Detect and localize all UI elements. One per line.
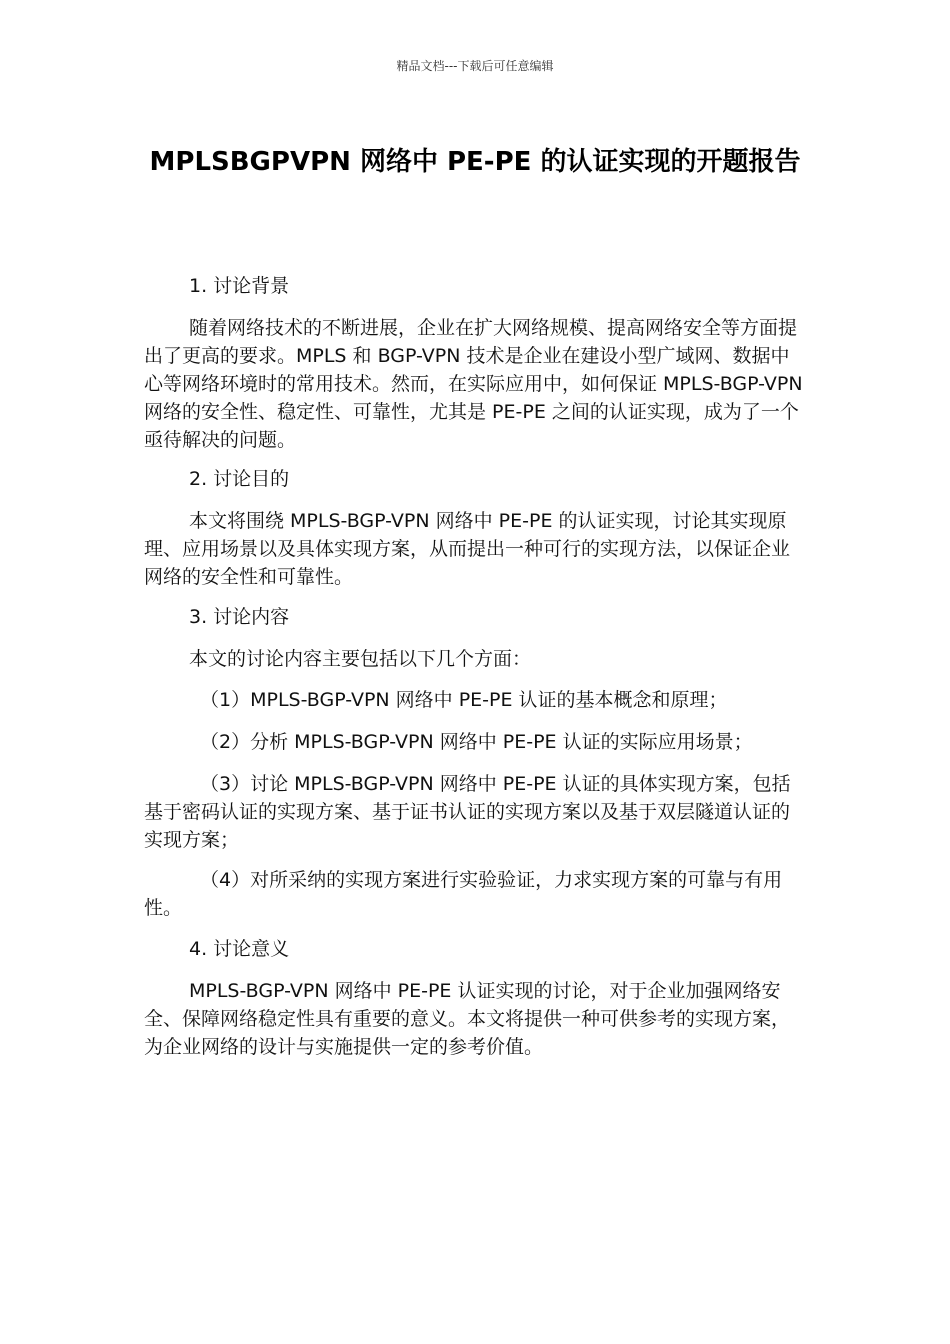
section-heading-significance: 4. 讨论意义 xyxy=(189,938,290,960)
list-item: （1）MPLS-BGP-VPN 网络中 PE-PE 认证的基本概念和原理； xyxy=(200,689,728,711)
paragraph-significance: MPLS-BGP-VPN 网络中 PE-PE 认证实现的讨论，对于企业加强网络安全、保障网络稳定性具有重要的意义。本文将提供一种可供参考的实现方案，为企业网络的设计与实施提供一定的参考价值。 xyxy=(144,980,791,1058)
paragraph-content-intro: 本文的讨论内容主要包括以下几个方面： xyxy=(189,648,532,670)
list-item: （2）分析 MPLS-BGP-VPN 网络中 PE-PE 认证的实际应用场景； xyxy=(200,731,753,753)
paragraph-background: 随着网络技术的不断进展，企业在扩大网络规模、提高网络安全等方面提出了更高的要求。MPLS 和 BGP-VPN 技术是企业在建设小型广域网、数据中心等网络环境时的常用技术。然而，在实际应用中，如何保证 MPLS-BGP-VPN 网络的安全性、稳定性、可靠性，尤其是 PE-PE 之间的认证实现，成为了一个亟待解决的问题。 xyxy=(144,317,803,451)
paragraph-purpose: 本文将围绕 MPLS-BGP-VPN 网络中 PE-PE 的认证实现，讨论其实现原理、应用场景以及具体实现方案，从而提出一种可行的实现方法，以保证企业网络的安全性和可靠性。 xyxy=(144,510,791,588)
list-item: （4）对所采纳的实现方案进行实验验证，力求实现方案的可靠与有用性。 xyxy=(144,869,783,919)
section-heading-purpose: 2. 讨论目的 xyxy=(189,468,290,490)
list-item: （3）讨论 MPLS-BGP-VPN 网络中 PE-PE 认证的具体实现方案，包括基于密码认证的实现方案、基于证书认证的实现方案以及基于双层隧道认证的实现方案； xyxy=(144,773,791,851)
header-note: 精品文档---下载后可任意编辑 xyxy=(396,59,554,73)
section-heading-background: 1. 讨论背景 xyxy=(189,275,290,297)
document-title: MPLSBGPVPN 网络中 PE-PE 的认证实现的开题报告 xyxy=(149,147,801,177)
section-heading-content: 3. 讨论内容 xyxy=(189,606,290,628)
